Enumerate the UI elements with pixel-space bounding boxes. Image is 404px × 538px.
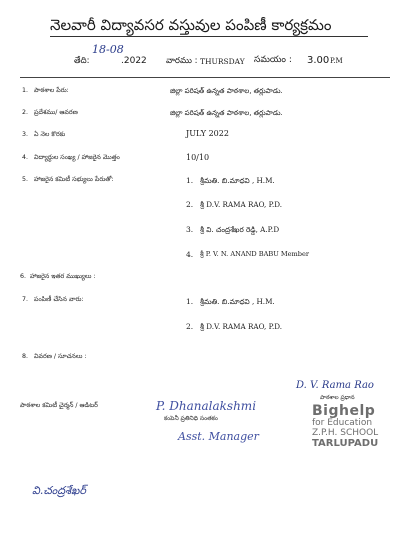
member-num: 2. (186, 200, 194, 209)
time-suffix: P.M (330, 57, 343, 65)
headmaster-sign-label: పాఠశాల ప్రధాన (320, 395, 355, 401)
time-label: సమయం : (254, 55, 292, 65)
field-3-num: 3. (22, 131, 29, 138)
school-stamp (312, 404, 386, 449)
field-3-value: JULY 2022 (186, 129, 229, 138)
document-title: నెలవారీ విద్యావసర వస్తువుల పంపిణీ కార్యక్రమం (50, 16, 332, 34)
field-6-num: 6. (20, 273, 27, 280)
stamp-line-1: Bighelp (312, 403, 376, 419)
field-8-num: 8. (22, 353, 29, 360)
member-num: 3. (186, 225, 194, 234)
member-name: శ్రీ వి. చంద్రశేఖర రెడ్డి, A.P.D (200, 225, 280, 234)
field-4-num: 4. (22, 154, 29, 161)
member-num: 4. (186, 250, 194, 259)
field-3-label: ఏ నెల కొరకు (34, 131, 66, 138)
date-label: తేది: (74, 56, 90, 66)
member-name: శ్రీమతి. బి.మాధవి , H.M. (200, 176, 275, 185)
field-6-label: హాజరైన ఇతర ముఖ్యులు : (30, 273, 96, 280)
company-rep-designation: Asst. Manager (178, 430, 259, 443)
field-1-label: పాఠశాల పేరు: (34, 87, 69, 94)
title-underline (50, 36, 368, 37)
company-rep-sign-label: కంపెనీ ప్రతినిధి సంతకం (164, 415, 218, 422)
company-rep-signature: P. Dhanalakshmi (156, 399, 257, 413)
stamp-line-4: TARLUPADU (312, 438, 379, 449)
stamp-line-2: for Education (312, 418, 373, 428)
time-value: 3.00 (307, 55, 330, 66)
distributor-num: 1. (186, 297, 194, 306)
field-4-value: 10/10 (186, 153, 210, 162)
member-num: 1. (186, 176, 194, 185)
distributor-num: 2. (186, 322, 194, 331)
field-1-value: జిల్లా పరిషత్ ఉన్నత పాఠశాల, తర్లుపాడు. (170, 87, 283, 95)
field-4-label: విద్యార్థుల సంఖ్య / హాజరైన మొత్తం (34, 154, 120, 161)
day-value: THURSDAY (200, 57, 245, 66)
distributor-name: శ్రీమతి. బి.మాధవి , H.M. (200, 297, 275, 306)
field-5-num: 5. (22, 176, 29, 183)
field-7-label: పంపిణీ చేసిన వారు: (34, 296, 84, 303)
member-name: శ్రీ P. V. N. ANAND BABU Member (200, 250, 310, 258)
header-divider (20, 77, 390, 78)
chairman-sign-label: పాఠశాల కమిటీ చైర్మన్ / ఆడిటర్ (20, 402, 98, 409)
distributor-name: శ్రీ D.V. RAMA RAO, P.D. (200, 322, 283, 331)
headmaster-signature: D. V. Rama Rao (296, 380, 374, 391)
field-8-label: వివరణ / సూచనలు : (34, 353, 87, 360)
day-label: వారము : (166, 56, 198, 66)
field-2-num: 2. (22, 109, 29, 116)
member-name: శ్రీ D.V. RAMA RAO, P.D. (200, 200, 283, 209)
stamp-line-3: Z.P.H. SCHOOL (312, 428, 379, 438)
field-2-value: జిల్లా పరిషత్ ఉన్నత పాఠశాల, తర్లుపాడు. (170, 109, 283, 117)
date-handwritten: 18-08 (92, 43, 124, 56)
field-1-num: 1. (22, 87, 29, 94)
date-year: .2022 (121, 56, 147, 66)
bottom-signature: వి.చంద్రశేఖర్ (32, 484, 86, 497)
field-7-num: 7. (22, 296, 29, 303)
field-5-label: హాజరైన కమిటీ సభ్యులు పేరుతో: (34, 176, 114, 183)
field-2-label: ప్రదేశము/ ఆవరణ (34, 109, 78, 116)
